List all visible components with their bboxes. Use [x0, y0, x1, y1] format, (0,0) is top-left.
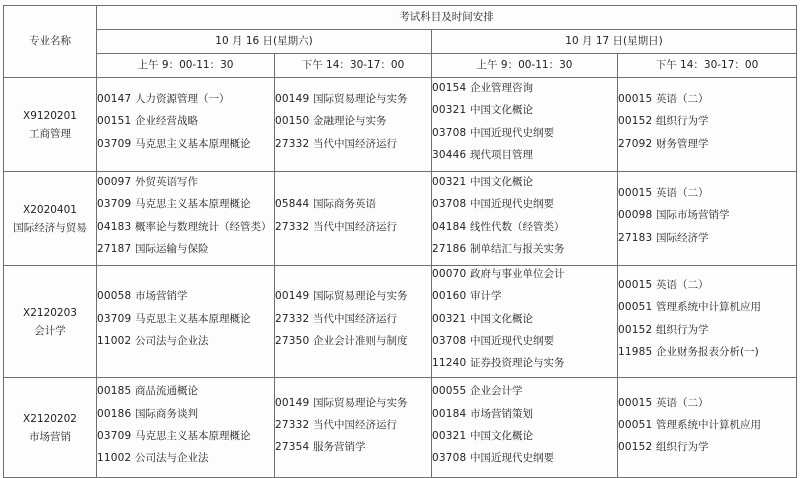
course-entry [432, 196, 617, 218]
course-name: 线性代数（经管类） [470, 220, 565, 233]
course-code: 27183 [618, 231, 653, 244]
course-entry [432, 174, 617, 196]
session-cell [97, 378, 275, 478]
major-row [4, 78, 797, 172]
session-header-oct17-pm: 下午 14：30-17：00 [618, 54, 797, 78]
major-code: X2120203 [23, 306, 77, 319]
course-code: 00151 [97, 115, 132, 128]
course-code: 03708 [432, 334, 467, 347]
course-entry [618, 322, 796, 344]
course-entry [97, 406, 274, 428]
course-name: 市场营销学 [135, 290, 188, 303]
course-code: 03708 [432, 126, 467, 139]
course-entry [97, 288, 274, 310]
course-entry [618, 299, 796, 321]
course-code: 27354 [275, 441, 310, 454]
course-code: 11002 [97, 452, 132, 465]
course-entry [432, 383, 617, 405]
course-name: 英语（二） [656, 93, 709, 106]
course-entry [432, 80, 617, 102]
course-code: 00051 [618, 301, 653, 314]
course-entry [432, 219, 617, 241]
course-name: 组织行为学 [656, 441, 709, 454]
course-name: 金融理论与实务 [313, 115, 387, 128]
course-entry [275, 333, 431, 355]
course-name: 当代中国经济运行 [313, 418, 397, 431]
course-entry [432, 102, 617, 124]
course-name: 中国文化概论 [470, 312, 533, 325]
course-entry [97, 311, 274, 333]
course-entry [618, 113, 796, 135]
course-entry [275, 311, 431, 333]
session-cell [275, 172, 432, 266]
course-entry [97, 450, 274, 472]
session-cell [432, 266, 618, 378]
course-name: 组织行为学 [656, 323, 709, 336]
major-name: 工商管理 [29, 127, 71, 140]
session-cell [97, 266, 275, 378]
course-name: 中国近现代史纲要 [470, 452, 554, 465]
course-code: 00154 [432, 81, 467, 94]
course-entry [618, 207, 796, 229]
session-cell [618, 378, 797, 478]
course-code: 00058 [97, 290, 132, 303]
course-name: 人力资源管理（一） [135, 93, 230, 106]
major-row [4, 266, 797, 378]
course-entry [432, 241, 617, 263]
schedule-body [4, 78, 797, 478]
session-cell [618, 172, 797, 266]
course-name: 国际贸易理论与实务 [313, 290, 408, 303]
session-cell [432, 78, 618, 172]
session-cell [618, 266, 797, 378]
course-code: 00321 [432, 429, 467, 442]
course-entry [275, 417, 431, 439]
course-name: 国际贸易理论与实务 [313, 396, 408, 409]
course-code: 00150 [275, 115, 310, 128]
session-cell [275, 78, 432, 172]
course-code: 00015 [618, 93, 653, 106]
course-code: 27186 [432, 242, 467, 255]
course-code: 00055 [432, 385, 467, 398]
course-code: 11002 [97, 334, 132, 347]
course-name: 中国近现代史纲要 [470, 126, 554, 139]
course-name: 国际商务英语 [313, 198, 376, 211]
course-code: 27187 [97, 242, 132, 255]
course-entry [432, 125, 617, 147]
course-name: 管理系统中计算机应用 [656, 301, 761, 314]
course-code: 00098 [618, 209, 653, 222]
course-entry [97, 174, 274, 196]
course-code: 11985 [618, 346, 653, 359]
course-code: 00321 [432, 175, 467, 188]
major-name: 国际经济与贸易 [13, 221, 87, 234]
day-header-oct16: 10 月 16 日(星期六) [97, 30, 432, 54]
course-entry [432, 450, 617, 472]
course-code: 05844 [275, 198, 310, 211]
course-entry [432, 147, 617, 169]
course-entry [618, 91, 796, 113]
course-code: 00184 [432, 407, 467, 420]
course-entry [97, 196, 274, 218]
course-code: 00185 [97, 385, 132, 398]
session-cell [432, 378, 618, 478]
course-name: 当代中国经济运行 [313, 137, 397, 150]
course-code: 00097 [97, 175, 132, 188]
course-code: 00186 [97, 407, 132, 420]
course-entry [618, 136, 796, 158]
major-cell [4, 172, 97, 266]
course-name: 现代项目管理 [470, 148, 533, 161]
course-entry [275, 439, 431, 461]
course-code: 00015 [618, 187, 653, 200]
course-name: 马克思主义基本原理概论 [135, 137, 251, 150]
course-entry [275, 219, 431, 241]
course-code: 04183 [97, 220, 132, 233]
course-name: 企业会计学 [470, 385, 523, 398]
course-entry [275, 196, 431, 218]
major-code: X2120202 [23, 412, 77, 425]
course-name: 企业经营战略 [135, 115, 198, 128]
day-header-oct17: 10 月 17 日(星期日) [432, 30, 797, 54]
course-code: 00015 [618, 279, 653, 292]
course-code: 27332 [275, 220, 310, 233]
course-name: 当代中国经济运行 [313, 312, 397, 325]
course-entry [97, 333, 274, 355]
course-entry [432, 355, 617, 377]
course-code: 27092 [618, 137, 653, 150]
course-entry [432, 428, 617, 450]
major-row [4, 378, 797, 478]
course-code: 00149 [275, 290, 310, 303]
course-name: 中国文化概论 [470, 429, 533, 442]
course-name: 中国近现代史纲要 [470, 198, 554, 211]
session-cell [275, 266, 432, 378]
course-name: 概率论与数理统计（经管类） [135, 220, 272, 233]
course-code: 00149 [275, 396, 310, 409]
course-name: 证券投资理论与实务 [470, 357, 565, 370]
course-entry [97, 113, 274, 135]
course-code: 04184 [432, 220, 467, 233]
course-code: 11240 [432, 357, 467, 370]
course-name: 制单结汇与报关实务 [470, 242, 565, 255]
course-name: 公司法与企业法 [135, 334, 209, 347]
course-code: 27332 [275, 312, 310, 325]
session-cell [97, 172, 275, 266]
course-entry [618, 344, 796, 366]
session-header-oct16-am: 上午 9：00-11：30 [97, 54, 275, 78]
course-name: 市场营销策划 [470, 407, 533, 420]
course-name: 国际商务谈判 [135, 407, 198, 420]
major-cell [4, 78, 97, 172]
course-entry [618, 417, 796, 439]
course-entry [97, 428, 274, 450]
course-name: 国际贸易理论与实务 [313, 93, 408, 106]
course-name: 马克思主义基本原理概论 [135, 198, 251, 211]
course-code: 00152 [618, 323, 653, 336]
course-code: 27332 [275, 418, 310, 431]
course-entry [618, 230, 796, 252]
exam-schedule-table [3, 5, 797, 478]
course-entry [618, 439, 796, 461]
session-header-oct17-am: 上午 9：00-11：30 [432, 54, 618, 78]
course-code: 00051 [618, 418, 653, 431]
course-code: 30446 [432, 148, 467, 161]
course-name: 企业财务报表分析(一) [656, 346, 759, 359]
course-code: 00152 [618, 441, 653, 454]
course-name: 服务营销学 [313, 441, 366, 454]
session-header-oct16-pm: 下午 14：30-17：00 [275, 54, 432, 78]
course-entry [97, 219, 274, 241]
course-entry [275, 395, 431, 417]
course-entry [97, 91, 274, 113]
course-entry [97, 241, 274, 263]
course-name: 英语（二） [656, 187, 709, 200]
course-entry [618, 185, 796, 207]
course-entry [432, 406, 617, 428]
course-code: 00321 [432, 312, 467, 325]
course-entry [97, 383, 274, 405]
course-entry [432, 266, 617, 288]
course-code: 00070 [432, 268, 467, 280]
course-code: 03709 [97, 312, 132, 325]
course-name: 审计学 [470, 290, 502, 303]
course-name: 中国文化概论 [470, 104, 533, 117]
course-entry [275, 113, 431, 135]
course-code: 00321 [432, 104, 467, 117]
course-entry [275, 288, 431, 310]
schedule-title-header: 考试科目及时间安排 [97, 6, 797, 30]
course-code: 00147 [97, 93, 132, 106]
course-name: 商品流通概论 [135, 385, 198, 398]
course-entry [275, 91, 431, 113]
major-code: X2020401 [23, 203, 77, 216]
course-code: 00015 [618, 396, 653, 409]
course-entry [432, 311, 617, 333]
course-name: 公司法与企业法 [135, 452, 209, 465]
course-entry [275, 136, 431, 158]
course-name: 管理系统中计算机应用 [656, 418, 761, 431]
course-code: 03709 [97, 429, 132, 442]
major-name: 会计学 [34, 324, 66, 337]
course-code: 00152 [618, 115, 653, 128]
major-name-header: 专业名称 [4, 6, 97, 78]
course-name: 国际经济学 [656, 231, 709, 244]
course-entry [97, 136, 274, 158]
course-name: 英语（二） [656, 396, 709, 409]
course-name: 中国近现代史纲要 [470, 334, 554, 347]
course-name: 政府与事业单位会计 [470, 268, 565, 280]
course-name: 企业会计准则与制度 [313, 334, 408, 347]
course-code: 03708 [432, 198, 467, 211]
major-cell [4, 266, 97, 378]
course-code: 03709 [97, 137, 132, 150]
course-name: 马克思主义基本原理概论 [135, 429, 251, 442]
major-row [4, 172, 797, 266]
course-name: 当代中国经济运行 [313, 220, 397, 233]
course-code: 27350 [275, 334, 310, 347]
course-entry [618, 395, 796, 417]
course-code: 03708 [432, 452, 467, 465]
course-name: 国际市场营销学 [656, 209, 730, 222]
session-cell [618, 78, 797, 172]
course-name: 中国文化概论 [470, 175, 533, 188]
session-cell [97, 78, 275, 172]
course-entry [618, 277, 796, 299]
major-cell [4, 378, 97, 478]
course-code: 00160 [432, 290, 467, 303]
course-name: 马克思主义基本原理概论 [135, 312, 251, 325]
session-cell [432, 172, 618, 266]
major-code: X9120201 [23, 109, 77, 122]
course-name: 外贸英语写作 [135, 175, 198, 188]
course-entry [432, 288, 617, 310]
course-code: 03709 [97, 198, 132, 211]
course-code: 27332 [275, 137, 310, 150]
course-name: 国际运输与保险 [135, 242, 209, 255]
course-name: 组织行为学 [656, 115, 709, 128]
major-name: 市场营销 [29, 430, 71, 443]
course-entry [432, 333, 617, 355]
session-cell [275, 378, 432, 478]
course-name: 英语（二） [656, 279, 709, 292]
course-name: 企业管理咨询 [470, 81, 533, 94]
course-name: 财务管理学 [656, 137, 709, 150]
course-code: 00149 [275, 93, 310, 106]
